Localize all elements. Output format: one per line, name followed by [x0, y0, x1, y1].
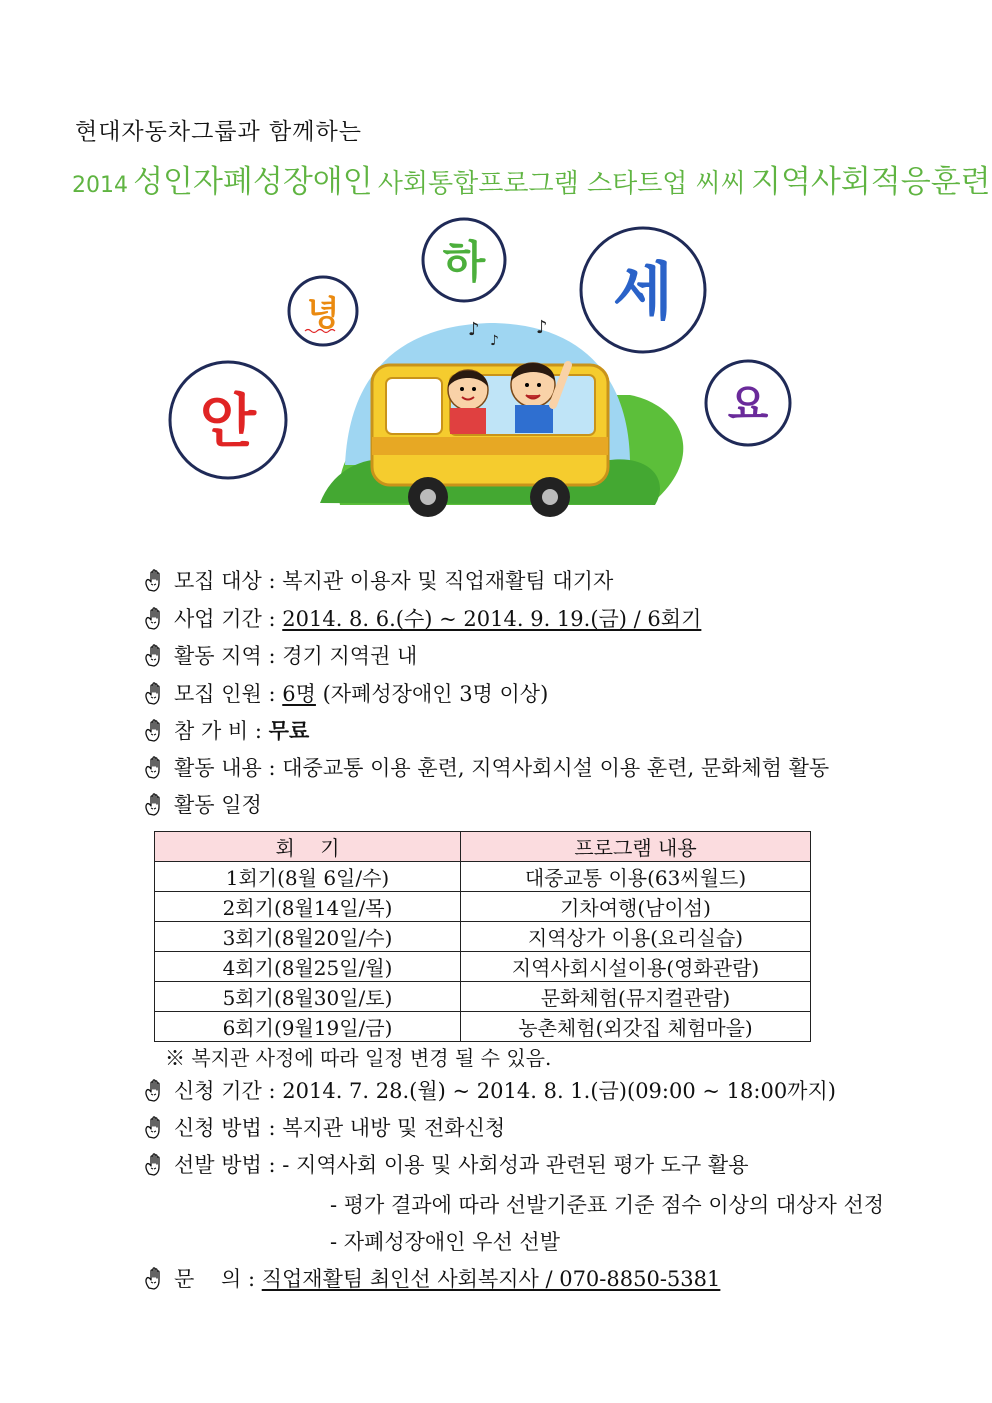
program-cell: 지역사회시설이용(영화관람) [461, 952, 811, 982]
apply-period-value: 2014. 7. 28.(월) ~ 2014. 8. 1.(금)(09:00 ~ 18:00까지) [282, 1079, 836, 1103]
session-cell: 3회기(8월20일/수) [155, 922, 461, 952]
pointing-hand-icon [142, 1266, 164, 1290]
program-cell: 지역상가 이용(요리실습) [461, 922, 811, 952]
people-count: 6명 [282, 682, 316, 706]
fee-value: 무료 [268, 718, 310, 743]
greeting-bubble-nyeong [289, 277, 357, 345]
people-label: 모집 인원 : [174, 682, 276, 706]
pointing-hand-icon [142, 606, 164, 630]
info-people [142, 677, 548, 709]
apply-method-label: 신청 방법 : [174, 1116, 276, 1140]
pointing-hand-icon [142, 718, 164, 742]
bubble-text: 녕 [306, 294, 340, 334]
program-cell: 기차여행(남이섬) [461, 892, 811, 922]
greeting-bubble-yo [706, 361, 790, 445]
selection-label: 선발 방법 : [174, 1153, 276, 1177]
info-period [142, 602, 701, 634]
bubble-text: 하 [442, 237, 486, 288]
session-cell: 5회기(8월30일/토) [155, 982, 461, 1012]
info-schedule [142, 788, 262, 820]
program-cell: 대중교통 이용(63씨월드) [461, 862, 811, 892]
pointing-hand-icon [142, 568, 164, 592]
session-cell: 4회기(8월25일/월) [155, 952, 461, 982]
program-cell: 농촌체험(외갓집 체험마을) [461, 1012, 811, 1042]
greeting-bubble-se [581, 228, 705, 352]
bubble-text: 안 [199, 387, 257, 455]
selection-item: - 자폐성장애인 우선 선발 [330, 1230, 560, 1254]
apply-period [142, 1074, 836, 1106]
area-label: 활동 지역 : [174, 644, 276, 668]
table-row [155, 922, 811, 952]
title-main: 성인자폐성장애인 [133, 164, 373, 200]
bus-illustration [150, 205, 850, 545]
title-year: 2014 [72, 173, 128, 198]
pointing-hand-icon [142, 792, 164, 816]
table-row [155, 982, 811, 1012]
schedule-label: 활동 일정 [174, 793, 262, 817]
pointing-hand-icon [142, 681, 164, 705]
header-session: 회 기 [155, 832, 461, 862]
fee-label: 참 가 비 : [174, 719, 262, 743]
subtitle: 현대자동차그룹과 함께하는 [75, 119, 362, 145]
bubble-text: 요 [727, 380, 769, 429]
info-area [142, 639, 417, 671]
apply-method [142, 1111, 505, 1143]
contact-value: 직업재활팀 최인선 사회복지사 / 070-8850-5381 [261, 1267, 721, 1291]
apply-method-value: 복지관 내방 및 전화신청 [282, 1116, 506, 1140]
svg-text:♪: ♪ [490, 333, 499, 349]
schedule-table [154, 831, 811, 1042]
table-row [155, 952, 811, 982]
svg-text:♪: ♪ [536, 317, 548, 338]
table-row [155, 892, 811, 922]
header-program: 프로그램 내용 [461, 832, 811, 862]
contact-label: 문 의 : [174, 1267, 256, 1291]
area-value: 경기 지역권 내 [282, 644, 418, 668]
bubble-text: 세 [613, 255, 673, 328]
pointing-hand-icon [142, 755, 164, 779]
apply-selection [142, 1148, 748, 1180]
title-program: 사회통합프로그램 스타트업 씨씨 [377, 169, 746, 199]
greeting-bubble-ha [423, 219, 505, 301]
info-content [142, 751, 829, 783]
pointing-hand-icon [142, 1152, 164, 1176]
pointing-hand-icon [142, 643, 164, 667]
info-target [142, 564, 613, 596]
contact [142, 1262, 720, 1294]
greeting-bubble-an [170, 362, 286, 478]
selection-item: - 평가 결과에 따라 선발기준표 기준 점수 이상의 대상자 선정 [330, 1193, 885, 1217]
svg-text:♪: ♪ [468, 319, 480, 340]
period-label: 사업 기간 : [174, 607, 276, 631]
content-value: 대중교통 이용 훈련, 지역사회시설 이용 훈련, 문화체험 활동 [282, 756, 830, 780]
program-cell: 문화체험(뮤지컬관람) [461, 982, 811, 1012]
info-fee [142, 714, 309, 746]
schedule-note: ※ 복지관 사정에 따라 일정 변경 될 수 있음. [165, 1046, 552, 1070]
period-value: 2014. 8. 6.(수) ~ 2014. 9. 19.(금) / 6회기 [282, 607, 702, 631]
content-label: 활동 내용 : [174, 756, 276, 780]
session-cell: 1회기(8월 6일/수) [155, 862, 461, 892]
target-value: 복지관 이용자 및 직업재활팀 대기자 [282, 569, 614, 593]
selection-item: - 지역사회 이용 및 사회성과 관련된 평가 도구 활용 [282, 1153, 749, 1177]
page-title [72, 156, 991, 200]
apply-period-label: 신청 기간 : [174, 1079, 276, 1103]
table-row [155, 1012, 811, 1042]
table-header-row [155, 832, 811, 862]
pointing-hand-icon [142, 1078, 164, 1102]
table-row [155, 862, 811, 892]
pointing-hand-icon [142, 1115, 164, 1139]
session-cell: 2회기(8월14일/목) [155, 892, 461, 922]
session-cell: 6회기(9월19일/금) [155, 1012, 461, 1042]
people-note: (자폐성장애인 3명 이상) [322, 682, 549, 706]
target-label: 모집 대상 : [174, 569, 276, 593]
title-training: 지역사회적응훈련 [751, 164, 991, 200]
